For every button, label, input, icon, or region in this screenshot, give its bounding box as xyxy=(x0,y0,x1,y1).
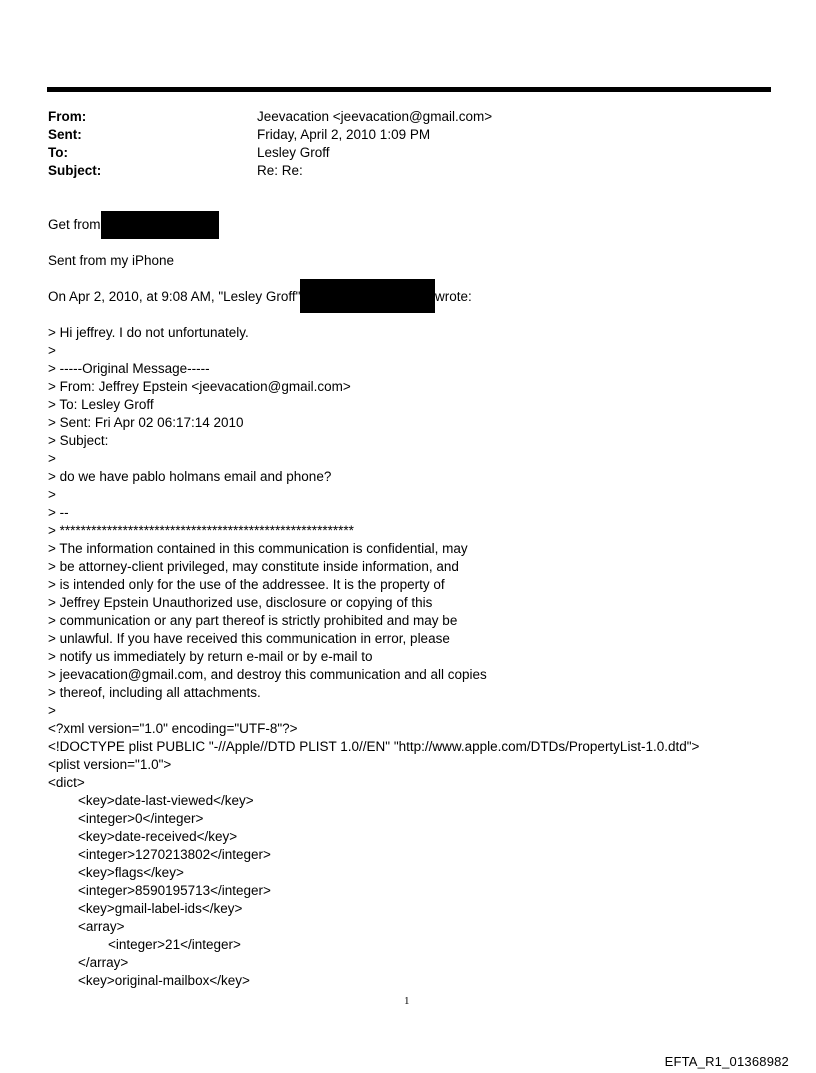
quoted-line: > xyxy=(48,343,56,358)
subject-label: Subject: xyxy=(48,163,102,178)
quoted-line: > do we have pablo holmans email and phone? xyxy=(48,469,332,484)
subject-value: Re: Re: xyxy=(257,163,303,178)
quoted-line: > Hi jeffrey. I do not unfortunately. xyxy=(48,325,249,340)
quoted-line: </array> xyxy=(48,955,129,970)
quoted-line: > is intended only for the use of the addressee. It is the property of xyxy=(48,577,445,592)
quoted-line: <key>flags</key> xyxy=(48,865,184,880)
reply-header-line: On Apr 2, 2010, at 9:08 AM, "Lesley Groff" xyxy=(48,289,301,304)
quoted-line: <dict> xyxy=(48,775,85,790)
quoted-line: > xyxy=(48,703,56,718)
document-id: EFTA_R1_01368982 xyxy=(664,1054,789,1069)
quoted-line: > ******************************************************** xyxy=(48,523,354,538)
quoted-line: > Subject: xyxy=(48,433,109,448)
from-label: From: xyxy=(48,109,87,124)
redaction-box xyxy=(101,211,219,239)
to-label: To: xyxy=(48,145,68,160)
quoted-line: <integer>8590195713</integer> xyxy=(48,883,271,898)
quoted-line: > -- xyxy=(48,505,69,520)
quoted-line: > From: Jeffrey Epstein <jeevacation@gmail.com> xyxy=(48,379,351,394)
quoted-line: <integer>0</integer> xyxy=(48,811,204,826)
quoted-line: > unlawful. If you have received this communication in error, please xyxy=(48,631,450,646)
from-value: Jeevacation <jeevacation@gmail.com> xyxy=(257,109,493,124)
quoted-line: <key>date-last-viewed</key> xyxy=(48,793,254,808)
quoted-line: > xyxy=(48,487,56,502)
quoted-line: > Jeffrey Epstein Unauthorized use, disclosure or copying of this xyxy=(48,595,433,610)
get-from-line: Get from xyxy=(48,217,101,232)
quoted-line: <integer>21</integer> xyxy=(48,937,241,952)
quoted-line: > To: Lesley Groff xyxy=(48,397,154,412)
sent-label: Sent: xyxy=(48,127,82,142)
header-rule xyxy=(47,87,771,92)
quoted-line: <key>original-mailbox</key> xyxy=(48,973,250,988)
quoted-line: <key>gmail-label-ids</key> xyxy=(48,901,243,916)
quoted-line: > thereof, including all attachments. xyxy=(48,685,261,700)
quoted-line: > Sent: Fri Apr 02 06:17:14 2010 xyxy=(48,415,244,430)
redaction-box xyxy=(300,279,435,313)
to-value: Lesley Groff xyxy=(257,145,330,160)
quoted-line: <key>date-received</key> xyxy=(48,829,238,844)
sent-from-line: Sent from my iPhone xyxy=(48,253,175,268)
quoted-line: <!DOCTYPE plist PUBLIC "-//Apple//DTD PLIST 1.0//EN" "http://www.apple.com/DTDs/PropertyList-1.0.dtd"> xyxy=(48,739,700,754)
quoted-line: > -----Original Message----- xyxy=(48,361,210,376)
quoted-line: <array> xyxy=(48,919,125,934)
quoted-line: <integer>1270213802</integer> xyxy=(48,847,271,862)
page-number: 1 xyxy=(404,995,410,1007)
quoted-line: > jeevacation@gmail.com, and destroy this communication and all copies xyxy=(48,667,487,682)
quoted-line: > notify us immediately by return e-mail or by e-mail to xyxy=(48,649,373,664)
sent-value: Friday, April 2, 2010 1:09 PM xyxy=(257,127,431,142)
quoted-line: > communication or any part thereof is strictly prohibited and may be xyxy=(48,613,458,628)
quoted-line: > xyxy=(48,451,56,466)
quoted-line: <plist version="1.0"> xyxy=(48,757,172,772)
quoted-line: > The information contained in this communication is confidential, may xyxy=(48,541,468,556)
quoted-line: <?xml version="1.0" encoding="UTF-8"?> xyxy=(48,721,298,736)
quoted-line: > be attorney-client privileged, may constitute inside information, and xyxy=(48,559,459,574)
wrote-label: wrote: xyxy=(435,289,472,304)
